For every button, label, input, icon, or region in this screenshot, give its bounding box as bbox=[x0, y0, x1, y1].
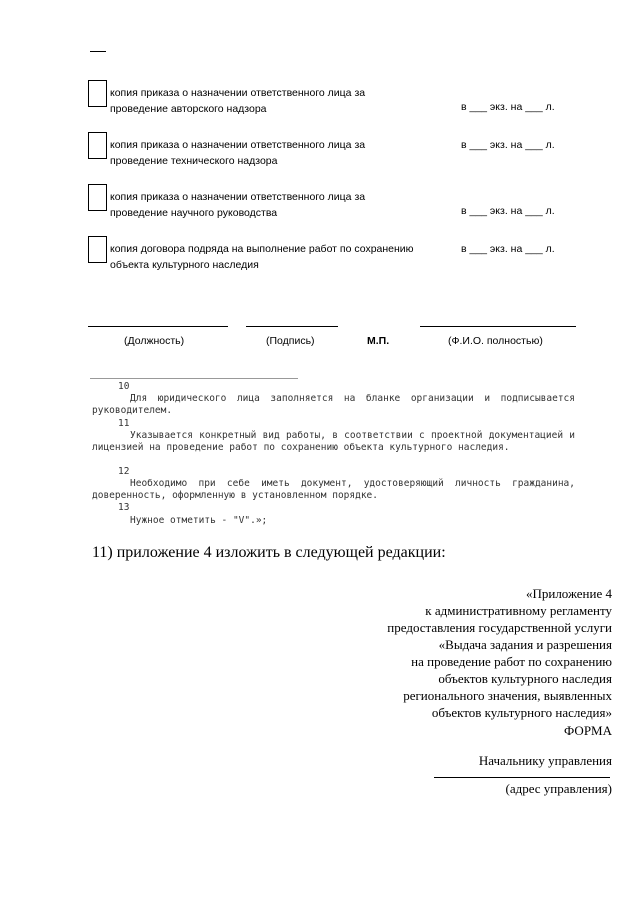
name-line bbox=[420, 326, 576, 327]
item-line: проведение технического надзора bbox=[110, 155, 278, 167]
address-caption: (адрес управления) bbox=[505, 781, 612, 796]
item-line: копия приказа о назначении ответственного лица за bbox=[110, 87, 366, 99]
item-line: проведение авторского надзора bbox=[110, 103, 267, 115]
signature-line bbox=[246, 326, 338, 327]
stamp-label: М.П. bbox=[367, 335, 390, 347]
copies-count: в ___ экз. на ___ л. bbox=[461, 205, 555, 217]
appendix-line: регионального значения, выявленных bbox=[403, 688, 612, 703]
item-line: копия приказа о назначении ответственного лица за bbox=[110, 191, 366, 203]
item-line: объекта культурного наследия bbox=[110, 259, 259, 271]
copies-count: в ___ экз. на ___ л. bbox=[461, 139, 555, 151]
footnote-number: 12 bbox=[118, 466, 130, 477]
footnote-text: Для юридического лица заполняется на бланке организации и подписывается руководителем. bbox=[92, 393, 575, 416]
footnote-separator bbox=[90, 378, 298, 379]
footnote-text: Нужное отметить - "V".»; bbox=[130, 515, 268, 526]
item-contract bbox=[110, 241, 450, 273]
item-scientific-guidance bbox=[110, 189, 450, 221]
item-line: копия договора подряда на выполнение работ по сохранению bbox=[110, 243, 414, 255]
address-line bbox=[434, 777, 610, 778]
position-label: (Должность) bbox=[124, 335, 185, 347]
copies-count: в ___ экз. на ___ л. bbox=[461, 101, 555, 113]
name-label: (Ф.И.О. полностью) bbox=[448, 335, 543, 347]
signature-label: (Подпись) bbox=[266, 335, 315, 347]
form-title: ФОРМА bbox=[564, 723, 612, 738]
appendix-line: на проведение работ по сохранению bbox=[411, 654, 612, 669]
appendix-line: к административному регламенту bbox=[425, 603, 612, 618]
copies-count: в ___ экз. на ___ л. bbox=[461, 243, 555, 255]
checkbox-contract[interactable] bbox=[88, 236, 107, 263]
footnote-number: 10 bbox=[118, 381, 130, 392]
appendix-line: объектов культурного наследия» bbox=[431, 705, 612, 720]
appendix-header bbox=[387, 585, 612, 721]
top-dash bbox=[90, 51, 106, 52]
item-line: копия приказа о назначении ответственного лица за bbox=[110, 139, 366, 151]
checkbox-author-supervision[interactable] bbox=[88, 80, 107, 107]
position-line bbox=[88, 326, 228, 327]
checkbox-technical-supervision[interactable] bbox=[88, 132, 107, 159]
appendix-line: «Приложение 4 bbox=[525, 586, 612, 601]
item-author-supervision bbox=[110, 85, 450, 117]
footnote-number: 13 bbox=[118, 502, 130, 513]
checkbox-scientific-guidance[interactable] bbox=[88, 184, 107, 211]
footnote-number: 11 bbox=[118, 418, 130, 429]
appendix-line: предоставления государственной услуги bbox=[387, 620, 612, 635]
appendix-line: объектов культурного наследия bbox=[438, 671, 612, 686]
footnote-text: Указывается конкретный вид работы, в соответствии с проектной документацией и лицензией на проведение работ по сохранению объекта культурного наследия. bbox=[92, 430, 575, 453]
footnote-text: Необходимо при себе иметь документ, удостоверяющий личность гражданина, доверенность, оформленную в установленном порядке. bbox=[92, 478, 575, 501]
item-line: проведение научного руководства bbox=[110, 207, 278, 219]
item-technical-supervision bbox=[110, 137, 450, 169]
appendix-line: «Выдача задания и разрешения bbox=[438, 637, 612, 652]
addressee: Начальнику управления bbox=[478, 753, 612, 768]
section-heading: 11) приложение 4 изложить в следующей редакции: bbox=[92, 544, 446, 561]
